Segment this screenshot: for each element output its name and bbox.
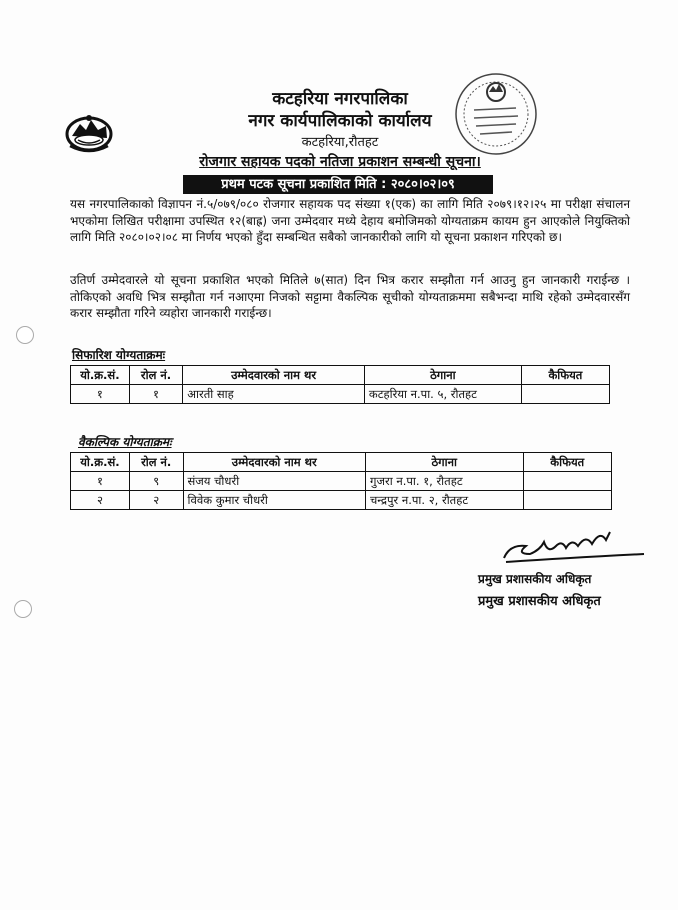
cell-serial: २ [71,491,130,510]
recommended-list-heading: सिफारिश योग्यताक्रमः [72,348,166,362]
table-row [71,385,610,404]
cell-remarks [521,385,609,404]
cell-serial: १ [71,385,130,404]
alternate-list-heading: वैकल्पिक योग्यताक्रमः [78,435,172,449]
cell-roll: १ [129,385,182,404]
government-emblem-icon [64,110,114,154]
cell-address: गुजरा न.पा. १, रौतहट [365,472,523,491]
punch-hole [14,600,32,618]
office-place: कटहरिया,रौतहट [301,135,379,150]
col-remarks: कैफियत [523,453,611,472]
cell-remarks [523,491,611,510]
table-row [71,491,612,510]
publish-date-banner: प्रथम पटक सूचना प्रकाशित मिति : २०८०।०२।०९ [183,175,493,194]
col-serial: यो.क्र.सं. [71,453,130,472]
cell-remarks [523,472,611,491]
signature-icon [496,524,646,572]
org-name: कटहरिया नगरपालिका [272,89,408,109]
col-remarks: कैफियत [521,366,609,385]
cell-serial: १ [71,472,130,491]
col-address: ठेगाना [365,453,523,472]
signatory-title-handwritten: प्रमुख प्रशासकीय अधिकृत [478,594,601,609]
col-address: ठेगाना [364,366,521,385]
table-header-row [71,453,612,472]
col-serial: यो.क्र.सं. [71,366,130,385]
table-row [71,472,612,491]
alternate-table [70,452,612,510]
notice-paragraph-2: उतिर्ण उम्मेदवारले यो सूचना प्रकाशित भएको मितिले ७(सात) दिन भित्र करार सम्झौता गर्न आउनु हुन जानकारी गराईन्छ । तोकिएको अवधि भित्र सम्झौता गर्न नआएमा निजको सट्टामा वैकल्पिक सूचीको योग्यताक्रममा सबैभन्दा माथि रहेको उम्मेदवारसँग करार सम्झौता गरिने व्यहोरा जानकारी गराईन्छ। [70,273,630,320]
punch-hole [16,326,34,344]
cell-address: चन्द्रपुर न.पा. २, रौतहट [365,491,523,510]
cell-roll: ९ [129,472,183,491]
col-name: उम्मेदवारको नाम थर [183,453,365,472]
cell-address: कटहरिया न.पा. ५, रौतहट [364,385,521,404]
col-roll: रोल नं. [129,453,183,472]
col-roll: रोल नं. [129,366,182,385]
office-name: नगर कार्यपालिकाको कार्यालय [248,111,432,131]
cell-name: विवेक कुमार चौधरी [183,491,365,510]
cell-roll: २ [129,491,183,510]
table-header-row [71,366,610,385]
signatory-title: प्रमुख प्रशासकीय अधिकृत [478,572,592,586]
notice-paragraph-1: यस नगरपालिकाको विज्ञापन नं.५/०७९/०८० रोजगार सहायक पद संख्या १(एक) का लागि मिति २०७९।१२।२५ मा परीक्षा संचालन भएकोमा लिखित परीक्षामा उपस्थित १२(बाह्र) जना उम्मेदवार मध्ये देहाय बमोजिमको योग्यताक्रम कायम हुन आएकोले नियुक्तिको लागि मिति २०८०।०२।०८ मा निर्णय भएको हुँदा सम्बन्धित सबैको जानकारीको लागि यो सूचना प्रकाशन गरिएको छ। [70,197,630,244]
recommended-table [70,365,610,404]
cell-name: संजय चौधरी [183,472,365,491]
cell-name: आरती साह [183,385,365,404]
col-name: उम्मेदवारको नाम थर [183,366,365,385]
notice-title: रोजगार सहायक पदको नतिजा प्रकाशन सम्बन्धी सूचना। [199,154,481,170]
